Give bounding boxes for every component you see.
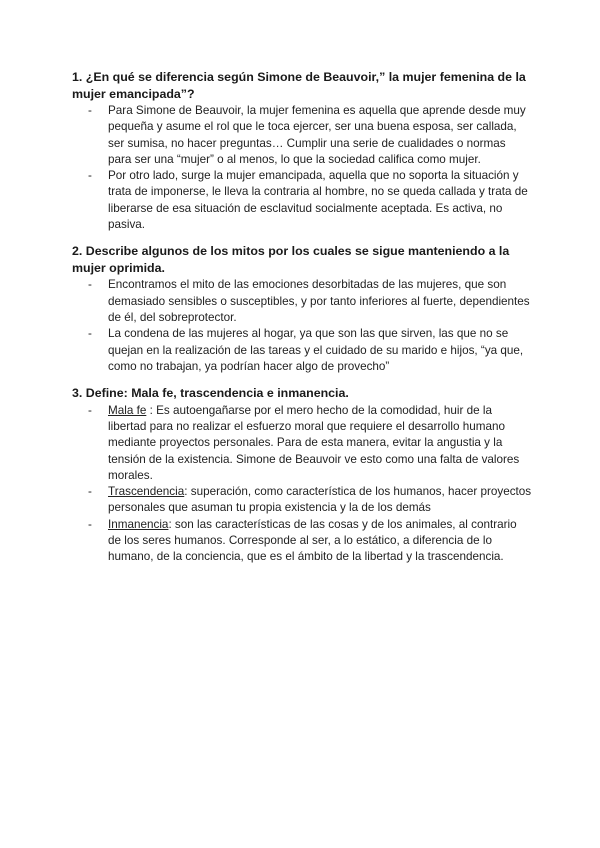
question-2: 2. Describe algunos de los mitos por los cuales se sigue manteniendo a la mujer oprimida. — [72, 244, 510, 275]
term-mala-fe: Mala fe — [108, 403, 147, 417]
answer-item — [72, 103, 532, 168]
bullet-dash: - — [88, 278, 92, 292]
answer-list-1 — [72, 103, 532, 233]
bullet-dash: - — [88, 403, 92, 417]
question-1: 1. ¿En qué se diferencia según Simone de Beauvoir,” la mujer femenina de la mujer emancipada”? — [72, 70, 526, 101]
bullet-dash: - — [88, 517, 92, 531]
answer-item — [72, 168, 532, 233]
definition-text: : superación, como característica de los humanos, hacer proyectos personales que asuman tu propia existencia y la de los demás — [108, 485, 532, 515]
definition-text: : Es autoengañarse por el mero hecho de la comodidad, huir de la libertad para no realizar el esfuerzo moral que requiere el desarrollo humano mediante proyectos personales. Para de esta manera, evitar la angustia y la tensión de la existencia. Simone de Beauvoir ve esto como una falta de valores morales. — [108, 403, 520, 482]
answer-list-3 — [72, 403, 532, 566]
answer-text: Para Simone de Beauvoir, la mujer femenina es aquella que aprende desde muy pequeña y asume el rol que le toca ejercer, ser una buena esposa, ser callada, ser sumisa, no hacer preguntas… Cumplir una serie de cualidades o normas para ser una “mujer” o al menos, lo que la sociedad califica como mujer. — [108, 104, 526, 166]
bullet-dash: - — [88, 327, 92, 341]
bullet-dash: - — [88, 485, 92, 499]
answer-text: Por otro lado, surge la mujer emancipada, aquella que no soporta la situación y trata de imponerse, le lleva la contraria al hombre, no se queda callada y trata de liberarse de esa situación de esclavitud socialmente aceptada. Es activa, no pasiva. — [108, 169, 528, 232]
bullet-dash: - — [88, 169, 92, 183]
answer-list-2 — [72, 277, 532, 375]
term-inmanencia: Inmanencia — [108, 517, 169, 531]
term-trascendencia: Trascendencia — [108, 485, 185, 499]
question-3: 3. Define: Mala fe, trascendencia e inmanencia. — [72, 386, 349, 401]
answer-item — [72, 277, 532, 326]
answer-item — [72, 326, 532, 375]
definition-text: : son las características de las cosas y de los animales, al contrario de los seres humanos. Corresponde al ser, a lo estático, a diferencia de lo humano, de la conciencia, que es el ámbito de la libertad y la trascendencia. — [108, 517, 517, 564]
definition-item — [72, 403, 532, 484]
section-3 — [72, 385, 532, 565]
answer-text: Encontramos el mito de las emociones desorbitadas de las mujeres, que son demasiado sensibles o susceptibles, y por tanto inferiores al fuerte, dependientes de él, del sobreprotector. — [108, 278, 530, 324]
section-1 — [72, 69, 532, 233]
definition-item — [72, 484, 532, 517]
document-content — [72, 69, 532, 576]
bullet-dash: - — [88, 104, 92, 117]
definition-item — [72, 517, 532, 566]
answer-text: La condena de las mujeres al hogar, ya que son las que sirven, las que no se quejan en la realización de las tareas y el cuidado de su marido e hijos, “ya que, como no trabajan, ya podrían hacer algo de provecho” — [108, 327, 524, 373]
section-2 — [72, 243, 532, 375]
